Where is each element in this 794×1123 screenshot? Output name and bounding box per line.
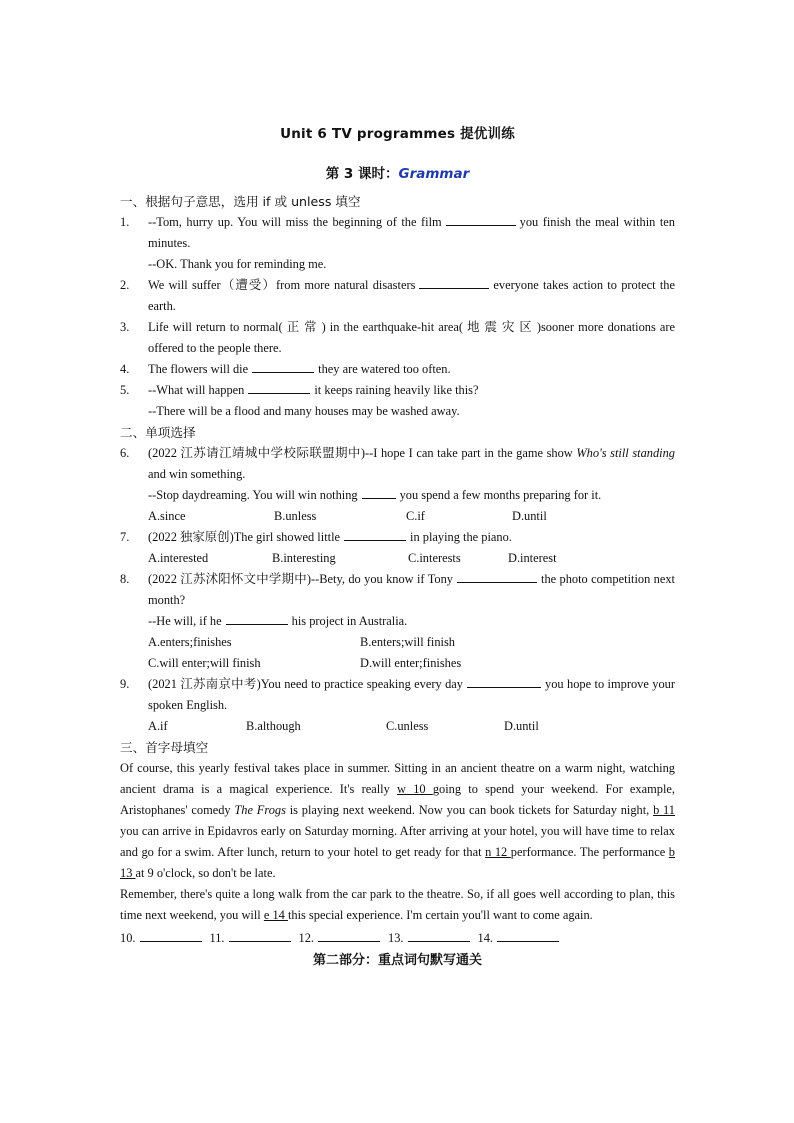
- option-d[interactable]: D.will enter;finishes: [360, 656, 462, 670]
- answer-blank[interactable]: [446, 212, 516, 226]
- question-text: --Stop daydreaming. You will win nothing: [148, 488, 358, 502]
- question-2: [120, 275, 675, 317]
- option-a[interactable]: A.interested: [148, 551, 209, 565]
- option-a[interactable]: A.enters;finishes: [148, 635, 232, 649]
- question-number: 2.: [120, 278, 130, 292]
- section-1-heading: 一、根据句子意思，选用 if 或 unless 填空: [120, 194, 361, 209]
- question-text: --Tom, hurry up. You will miss the beginning of the film: [148, 215, 442, 229]
- question-text: you finish the meal within ten minutes.: [148, 215, 675, 250]
- option-c[interactable]: C.if: [406, 509, 425, 523]
- question-text: The flowers will die: [148, 362, 249, 376]
- option-c[interactable]: C.unless: [386, 719, 429, 733]
- answer-blank[interactable]: [362, 485, 396, 499]
- answer-13: [388, 928, 470, 949]
- answer-blank[interactable]: [457, 569, 537, 583]
- answer-number: 12.: [298, 931, 315, 945]
- answer-blank[interactable]: [467, 674, 541, 688]
- question-number: 6.: [120, 446, 130, 460]
- option-d[interactable]: D.interest: [508, 551, 557, 565]
- question-text: and win something.: [148, 467, 246, 481]
- question-text: in playing the piano.: [410, 530, 512, 544]
- option-c[interactable]: C.will enter;will finish: [148, 656, 261, 670]
- answer-blank[interactable]: [408, 928, 470, 942]
- blank-11[interactable]: b 11: [653, 803, 675, 817]
- answer-number: 10.: [120, 931, 136, 945]
- passage-paragraph-1: [120, 758, 675, 884]
- option-b[interactable]: B.interesting: [272, 551, 336, 565]
- question-text: (2022 独家原创)The girl showed little: [148, 530, 341, 544]
- passage-text: performance. The performance: [510, 845, 669, 859]
- answer-line: [120, 928, 675, 949]
- question-7: [120, 527, 675, 548]
- question-text: it keeps raining heavily like this?: [314, 383, 479, 397]
- question-number: 8.: [120, 572, 130, 586]
- question-text: everyone takes action to protect the earth.: [148, 278, 675, 313]
- passage-text: this special experience. I'm certain you'll want to come again.: [287, 908, 593, 922]
- play-title: The Frogs: [234, 803, 286, 817]
- options-7: [120, 548, 675, 569]
- answer-blank[interactable]: [226, 611, 288, 625]
- option-b[interactable]: B.enters;will finish: [360, 635, 455, 649]
- part-2-heading: 第二部分：重点词句默写通关: [312, 953, 482, 968]
- option-d[interactable]: D.until: [512, 509, 547, 523]
- answer-blank[interactable]: [497, 928, 559, 942]
- section-3-heading: 三、首字母填空: [120, 740, 209, 755]
- blank-10[interactable]: w 10: [397, 782, 433, 796]
- option-d[interactable]: D.until: [504, 719, 539, 733]
- dialog-reply: --There will be a flood and many houses may be washed away.: [148, 404, 460, 418]
- options-9: [120, 716, 675, 737]
- options-8b: [120, 653, 675, 674]
- passage-text: is playing next weekend. Now you can book tickets for Saturday night,: [285, 803, 654, 817]
- question-text: you hope to improve your spoken English.: [148, 677, 675, 712]
- question-text: Life will return to normal( 正 常 ) in the earthquake-hit area( 地 震 灾 区 )sooner more donations are offered to the people there.: [148, 320, 675, 355]
- answer-12: [299, 928, 381, 949]
- passage-text: you can arrive in Epidavros early on Saturday morning. After arriving at your hotel, you will have time to relax and go for a swim. After lunch, return to your hotel to get ready for that: [120, 824, 675, 859]
- dialog-reply: [120, 611, 675, 632]
- question-text: his project in Australia.: [291, 614, 408, 628]
- lesson-subtitle: [120, 163, 675, 185]
- question-number: 9.: [120, 677, 130, 691]
- answer-blank[interactable]: [252, 359, 314, 373]
- answer-11: [210, 928, 291, 949]
- question-5: [120, 380, 675, 401]
- subtitle-prefix: 第 3 课时：: [325, 166, 399, 182]
- option-c[interactable]: C.interests: [408, 551, 461, 565]
- question-number: 7.: [120, 530, 130, 544]
- question-text: --He will, if he: [148, 614, 222, 628]
- section-2-heading: 二、单项选择: [120, 425, 196, 440]
- question-number: 3.: [120, 320, 130, 334]
- question-text: (2022 江苏请江靖城中学校际联盟期中)--I hope I can take part in the game show: [148, 446, 573, 460]
- option-a[interactable]: A.since: [148, 509, 186, 523]
- question-text: (2022 江苏沭阳怀文中学期中)--Bety, do you know if Tony: [148, 572, 453, 586]
- passage-text: going to spend your weekend. For example, Aristophanes' comedy: [120, 782, 675, 817]
- option-b[interactable]: B.although: [246, 719, 301, 733]
- question-text: the photo competition next month?: [148, 572, 675, 607]
- blank-13[interactable]: b 13: [120, 845, 675, 880]
- question-text: you spend a few months preparing for it.: [399, 488, 602, 502]
- answer-14: [478, 928, 560, 949]
- answer-10: [120, 928, 202, 949]
- passage-text: at 9 o'clock, so don't be late.: [135, 866, 276, 880]
- question-number: 5.: [120, 383, 130, 397]
- question-8: [120, 569, 675, 611]
- option-a[interactable]: A.if: [148, 719, 168, 733]
- subtitle-highlight: Grammar: [398, 166, 470, 182]
- answer-blank[interactable]: [344, 527, 406, 541]
- option-b[interactable]: B.unless: [274, 509, 317, 523]
- worksheet: [120, 120, 675, 971]
- options-8a: [120, 632, 675, 653]
- question-text: --What will happen: [148, 383, 245, 397]
- question-text: they are watered too often.: [318, 362, 451, 376]
- blank-14[interactable]: e 14: [263, 908, 288, 922]
- question-1: [120, 212, 675, 254]
- dialog-reply: [120, 485, 675, 506]
- show-title: Who's still standing: [576, 446, 675, 460]
- answer-number: 14.: [477, 931, 494, 945]
- question-text: We will suffer（遭受）from more natural disasters: [148, 278, 416, 292]
- question-text: (2021 江苏南京中考)You need to practice speaking every day: [148, 677, 463, 691]
- options-6: [120, 506, 675, 527]
- answer-blank[interactable]: [140, 928, 202, 942]
- question-number: 4.: [120, 362, 130, 376]
- answer-number: 11.: [209, 931, 225, 945]
- question-4: [120, 359, 675, 380]
- answer-number: 13.: [388, 931, 404, 945]
- answer-blank[interactable]: [229, 928, 291, 942]
- answer-blank[interactable]: [419, 275, 489, 289]
- question-6: [120, 443, 675, 485]
- blank-12[interactable]: n 12: [485, 845, 511, 859]
- passage-paragraph-2: [120, 884, 675, 926]
- question-3: [120, 317, 675, 359]
- passage-text: Remember, there's quite a long walk from the car park to the theatre. So, if all goes well according to plan, this time next weekend, you will: [120, 887, 675, 922]
- answer-blank[interactable]: [248, 380, 310, 394]
- answer-blank[interactable]: [318, 928, 380, 942]
- page-title: Unit 6 TV programmes 提优训练: [280, 126, 515, 142]
- question-number: 1.: [120, 215, 130, 229]
- passage-text: Of course, this yearly festival takes place in summer. Sitting in an ancient theatre on a warm night, watching ancient drama is a magical experience. It's really: [120, 761, 675, 796]
- dialog-reply: --OK. Thank you for reminding me.: [148, 257, 327, 271]
- question-9: [120, 674, 675, 716]
